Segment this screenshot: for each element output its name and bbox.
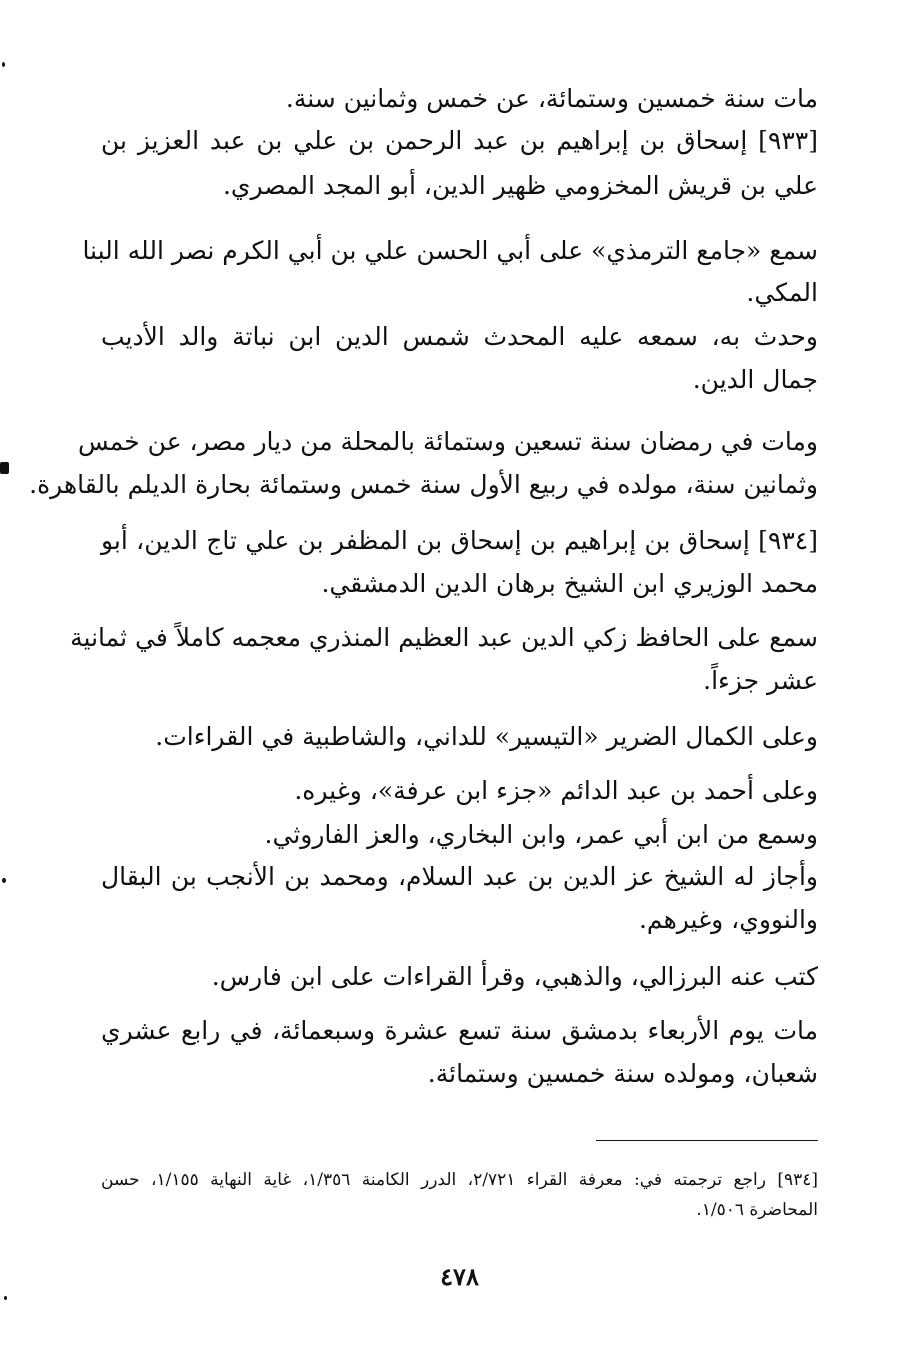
footnote-separator <box>596 1140 818 1141</box>
text-line-14: وعلى الكمال الضرير «التيسير» للداني، والشاطبية في القراءات. <box>155 722 818 751</box>
footnote-line-1: [٩٣٤] راجع ترجمته في: معرفة القراء ٢/٧٢١، الدرر الكامنة ١/٣٥٦، غاية النهاية ١/١٥٥، حسن <box>101 1170 819 1190</box>
scan-mark <box>2 878 6 883</box>
text-line-13: عشر جزءاً. <box>703 666 818 695</box>
text-line-6: وحدث به، سمعه عليه المحدث شمس الدين ابن نباتة والد الأديب <box>101 322 818 351</box>
text-line-19: كتب عنه البرزالي، والذهبي، وقرأ القراءات على ابن فارس. <box>211 962 818 991</box>
text-line-1: مات سنة خمسين وستمائة، عن خمس وثمانين سنة. <box>285 84 818 113</box>
text-line-5: المكي. <box>746 278 818 307</box>
text-line-20: مات يوم الأربعاء بدمشق سنة تسع عشرة وسبعمائة، في رابع عشري <box>101 1016 818 1045</box>
text-line-15: وعلى أحمد بن عبد الدائم «جزء ابن عرفة»، وغيره. <box>294 776 818 805</box>
text-line-11: محمد الوزيري ابن الشيخ برهان الدين الدمشقي. <box>321 569 818 598</box>
page-number: ٤٧٨ <box>440 1262 479 1291</box>
text-line-18: والنووي، وغيرهم. <box>638 905 818 934</box>
scan-mark <box>0 462 9 474</box>
text-line-17: وأجاز له الشيخ عز الدين بن عبد السلام، ومحمد بن الأنجب بن البقال <box>101 862 818 891</box>
text-line-9: وثمانين سنة، مولده في ربيع الأول سنة خمس وستمائة بحارة الديلم بالقاهرة. <box>29 470 818 499</box>
text-line-21: شعبان، ومولده سنة خمسين وستمائة. <box>427 1059 818 1088</box>
text-line-16: وسمع من ابن أبي عمر، وابن البخاري، والعز الفاروثي. <box>264 820 818 849</box>
text-line-7: جمال الدين. <box>692 365 818 394</box>
text-line-8: ومات في رمضان سنة تسعين وستمائة بالمحلة من ديار مصر، عن خمس <box>77 427 818 456</box>
text-line-4: سمع «جامع الترمذي» على أبي الحسن علي بن أبي الكرم نصر الله البنا <box>82 236 818 265</box>
scan-mark <box>2 62 5 67</box>
text-line-12: سمع على الحافظ زكي الدين عبد العظيم المنذري معجمه كاملاً في ثمانية <box>70 623 818 652</box>
entry-933-heading: [٩٣٣] إسحاق بن إبراهيم بن عبد الرحمن بن علي بن عبد العزيز بن <box>101 126 818 155</box>
entry-934-heading: [٩٣٤] إسحاق بن إبراهيم بن إسحاق بن المظفر بن علي تاج الدين، أبو <box>101 526 818 555</box>
footnote-line-2: المحاضرة ١/٥٠٦. <box>696 1200 818 1220</box>
scan-mark <box>4 1296 7 1300</box>
text-line-3: علي بن قريش المخزومي ظهير الدين، أبو المجد المصري. <box>222 171 818 200</box>
